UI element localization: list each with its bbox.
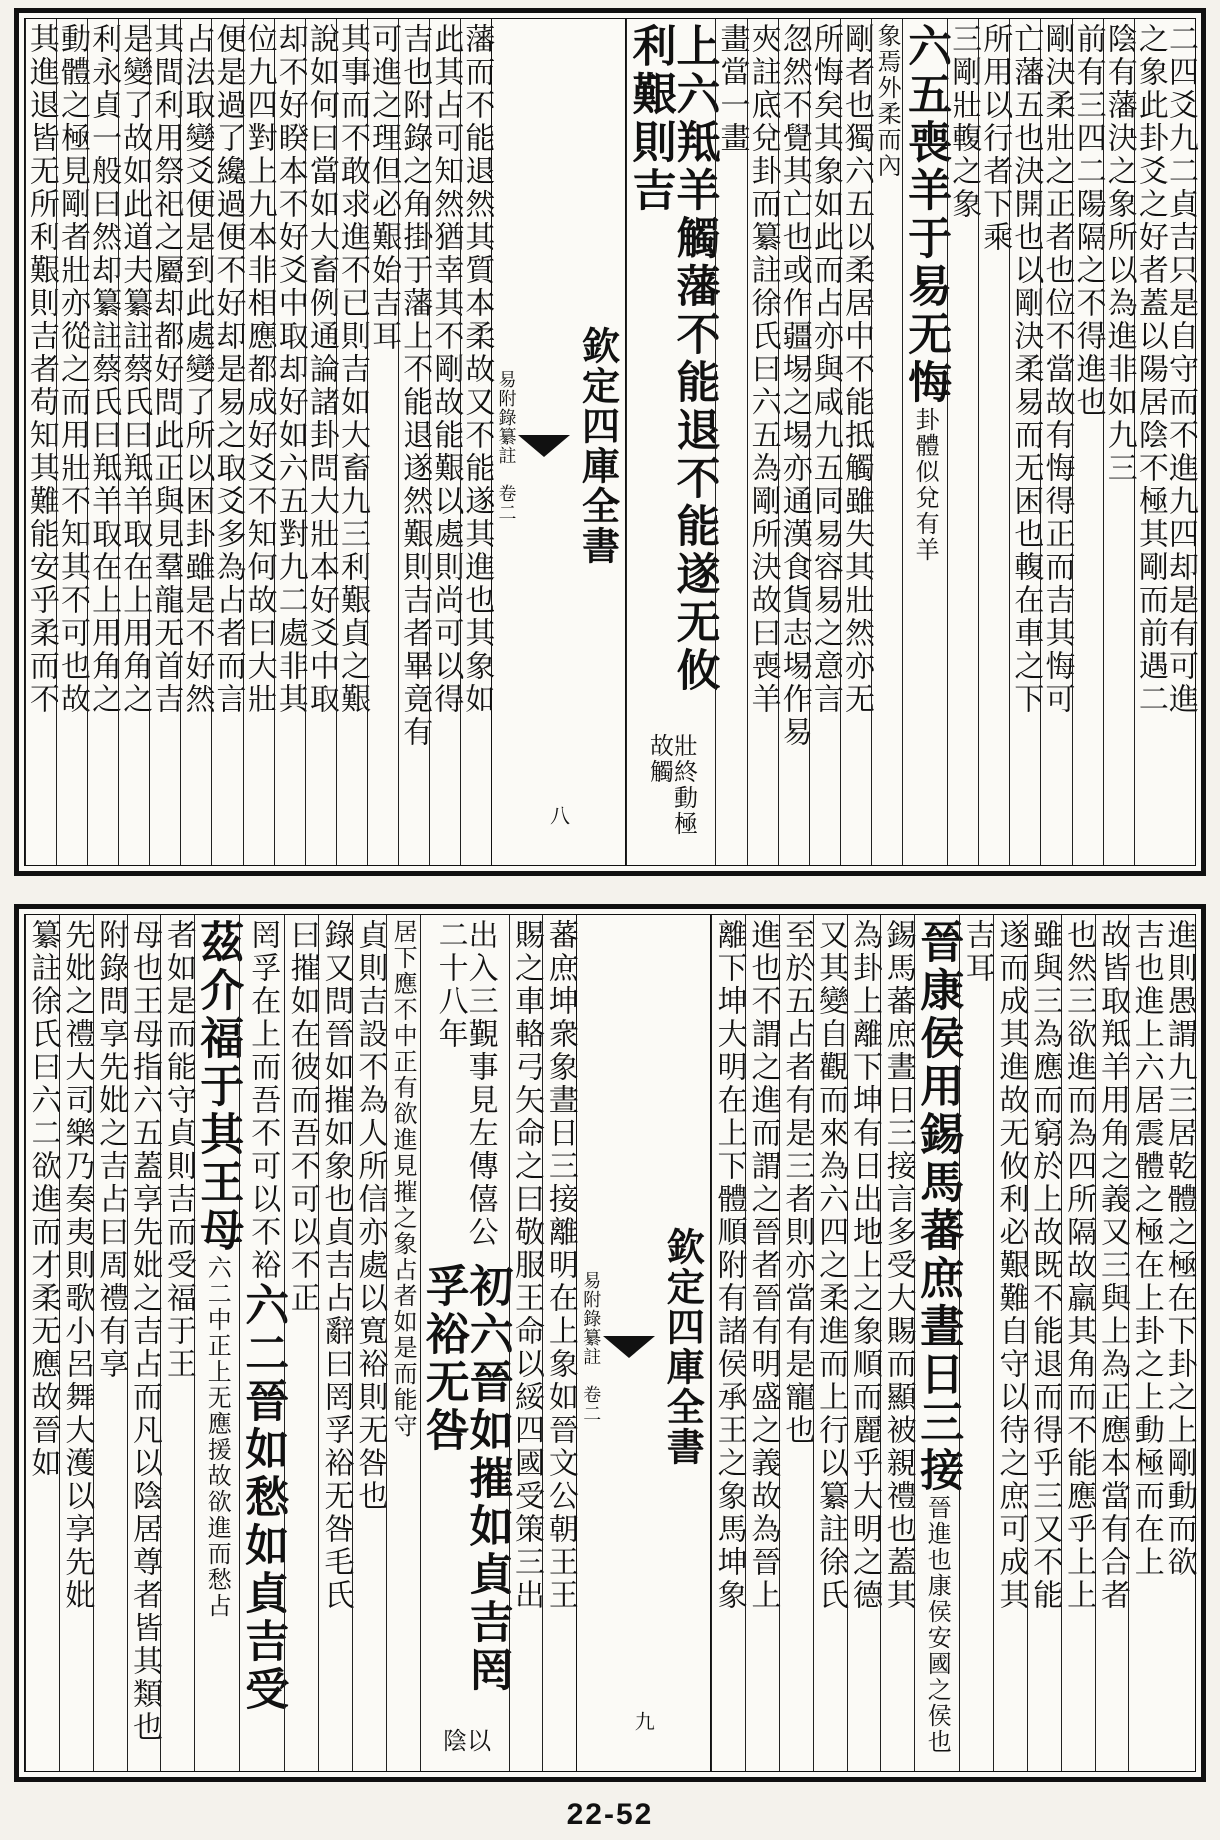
text-column [745,915,779,1771]
text-column [946,19,982,865]
column-text: 却不好睽本不好爻中取却好如六五對九二處非其 [272,23,308,716]
column-text: 雖與三為應而窮於上故既不能退而得乎三又不能 [1027,919,1063,1612]
text-column [397,19,433,865]
text-column [179,19,215,865]
main-text-column [900,19,952,865]
text-column [127,915,161,1771]
text-column [1101,19,1137,865]
column-text: 陰有藩決之象所以為進非如九三 [1101,23,1137,485]
text-column [93,915,127,1771]
column-text: 出入三覲事見左傳僖公二十八年 [432,919,498,1249]
text-column [776,19,812,865]
classic-text: 六五喪羊于易无悔 [900,23,952,407]
text-column [59,915,93,1771]
column-text: 者如是而能守貞則吉而受福于王 [160,919,196,1381]
column-text: 是變了故如此道夫纂註蔡氏曰羝羊取在上用角之 [117,23,153,716]
text-column [148,19,184,865]
bottom-page [14,904,1206,1782]
text-column [55,19,90,865]
text-column [1162,19,1198,865]
text-column [838,19,874,865]
chapter-label: 易附錄纂註 卷二 [495,370,517,522]
column-text: 所悔矣其象如此而占亦與咸九五同易容易之意言 [807,23,843,716]
main-text-column [417,915,513,1771]
text-column [23,19,59,865]
text-column [977,19,1013,865]
fishtail-mark-icon [518,435,570,457]
top-page-body [24,18,1196,866]
text-column [813,915,847,1771]
leaf-number: 九 [631,1711,656,1731]
text-column [160,915,194,1771]
book-title: 欽定四庫全書 [575,326,621,566]
text-column [1061,915,1095,1771]
chapter-label: 易附錄纂註 卷二 [580,1271,602,1423]
text-column [272,19,308,865]
text-column [386,915,420,1771]
column-text: 故皆取羝羊用角之義又三與上為正應本當有合者 [1094,919,1130,1612]
column-text: 纂註徐氏曰六二欲進而才柔无應故晉如 [25,919,61,1480]
commentary-note: 壯終動極故觸 [645,732,698,837]
column-text: 其事而不敢求進不已則吉如大畜九三利艱貞之艱 [334,23,370,716]
commentary-note: 居下應不中正有欲進見摧之象占者如是而能守 [389,919,418,1439]
column-text: 三剛壯輹之象 [946,23,982,221]
center-fold [576,915,711,1771]
column-text: 附錄問享先妣之吉占曰周禮有享 [93,919,129,1381]
text-column [303,19,339,865]
column-text: 罔孚在上而吾不可以不裕 [245,919,281,1282]
column-text: 吉也附錄之角掛于藩上不能退遂然艱則吉者畢竟有 [397,23,433,749]
column-text: 為卦上離下坤有日出地上之象順而麗乎大明之德 [846,919,882,1612]
text-column [1070,19,1106,865]
column-text: 至於五占者有是三者則亦當有是寵也 [779,919,815,1447]
text-column [86,19,122,865]
column-text: 吉耳 [959,919,995,985]
bottom-page-body [24,914,1196,1772]
text-column [993,915,1027,1771]
text-column [509,915,543,1771]
center-fold [491,19,626,865]
text-column [1008,19,1044,865]
commentary-note: 晉進也康侯安國之侯也 [923,1495,952,1755]
column-text: 曰摧如在彼而吾不可以不正 [284,919,320,1315]
classic-text: 上六羝羊觸藩不能退不能遂无攸利艱則吉 [624,23,720,695]
column-text: 便是過了纔過便不好却是易之取爻多為占者而言 [210,23,246,716]
leaf-number: 八 [546,805,571,825]
text-column [959,915,993,1771]
text-column [542,915,576,1771]
text-column [334,19,370,865]
text-column [1095,915,1129,1771]
text-column [779,915,813,1771]
column-text: 夾註底兌卦而纂註徐氏曰六五為剛所決故曰喪羊 [745,23,781,716]
column-text: 之象此卦爻之好者蓋以陽居陰不極其剛而前遇二 [1132,23,1168,716]
text-column [210,19,246,865]
column-text: 進也不謂之進而謂之晉者晉有明盛之義故為晉上 [745,919,781,1612]
column-text: 利永貞一般曰然却纂註蔡氏曰羝羊取在上用角之 [86,23,122,716]
text-column [871,19,902,865]
text-column [1027,915,1061,1771]
column-text: 說如何曰當如大畜例通論諸卦問大壯本好爻中取 [303,23,339,716]
classic-text: 六二晉如愁如貞吉受 [237,1282,289,1714]
column-text: 所用以行者下乘 [977,23,1013,254]
column-text: 動體之極見剛者壯亦從之而用壯不知其不可也故 [55,23,90,716]
commentary-note: 象焉外柔而內 [873,23,902,179]
text-column [366,19,402,865]
text-column [711,915,745,1771]
column-text: 剛決柔壯之正者也位不當故有悔得正而吉其悔可 [1039,23,1075,716]
commentary-note: 以陰 [438,1728,491,1755]
column-text: 可進之理但必艱始吉耳 [366,23,402,353]
classic-text: 晉康侯用錫馬蕃庶晝日三接 [912,919,964,1495]
column-text: 剛者也獨六五以柔居中不能抵觸雖失其壯然亦无 [838,23,874,716]
book-title: 欽定四庫全書 [660,1227,706,1467]
text-column [1132,19,1168,865]
column-text: 蕃庶坤衆象晝日三接離明在上象如晉文公朝王王 [542,919,578,1612]
column-text: 賜之車輅弓矢命之曰敬服王命以綏四國受策三出 [509,919,544,1612]
top-page [14,8,1206,876]
main-text-column [624,19,720,865]
column-text: 吉也進上六居震體之極在上卦之上動極而在上 [1128,919,1164,1579]
column-text: 占法取變爻便是到此處變了所以困卦雖是不好然 [179,23,215,716]
column-text: 其進退皆无所利艱則吉者苟知其難能安乎柔而不 [23,23,59,716]
column-text: 忽然不覺其亡也或作疆埸之埸亦通漢食貨志埸作易 [776,23,812,749]
text-column [714,19,750,865]
column-text: 錄又問晉如摧如象也貞吉占辭曰罔孚裕无咎毛氏 [318,919,354,1612]
column-text: 亡藩五也決開也以剛決柔易而无困也輹在車之下 [1008,23,1044,716]
text-column [807,19,843,865]
text-column [241,19,277,865]
column-text: 先妣之禮大司樂乃奏夷則歌小呂舞大濩以享先妣 [59,919,95,1612]
column-text: 畫當一畫 [714,23,750,155]
main-text-column [192,915,244,1771]
column-text: 錫馬蕃庶晝日三接言多受大賜而顯被親禮也蓋其 [880,919,916,1612]
text-column [318,915,352,1771]
column-text: 其間利用祭祀之屬却都好問此正與見羣龍无首吉 [148,23,184,716]
text-column [847,915,881,1771]
classic-text: 茲介福于其王母 [192,919,244,1255]
text-column [352,915,386,1771]
text-column [1039,19,1075,865]
column-text: 離下坤大明在上下體順附有諸侯承王之象馬坤象 [711,919,747,1612]
column-text: 母也王母指六五蓋享先妣之吉占而凡以陰居尊者皆其類也 [127,919,163,1744]
commentary-note: 卦體似兌有羊 [911,407,940,563]
text-column [1162,915,1195,1771]
text-column [459,19,495,865]
text-column [1128,915,1162,1771]
text-column [428,19,464,865]
main-text-column [237,915,289,1771]
column-text: 藩而不能退然其質本柔故又不能遂其進也其象如 [459,23,495,716]
fishtail-mark-icon [603,1336,655,1358]
main-text-column [912,915,964,1771]
text-column [745,19,781,865]
column-text: 二四爻九二貞吉只是自守而不進九四却是有可進 [1162,23,1198,716]
column-text: 遂而成其進故无攸利必艱難自守以待之庶可成其 [993,919,1029,1612]
page-footer-number: 22-52 [566,1798,654,1831]
column-text: 進則愚謂九三居乾體之極在下卦之上剛動而欲 [1161,919,1197,1579]
column-text: 位九四對上九本非相應都成好爻不知何故曰大壯 [241,23,277,716]
column-text: 此其占可知然猶幸其不剛故能艱以處則尚可以得 [428,23,464,716]
text-column [25,915,59,1771]
commentary-note: 六二中正上无應援故欲進而愁占 [203,1255,232,1619]
column-text: 前有三四二陽隔之不得進也 [1070,23,1106,419]
classic-text: 初六晉如摧如貞吉罔孚裕无咎 [417,1263,513,1696]
text-column [117,19,153,865]
text-column [284,915,318,1771]
column-text: 也然三欲進而為四所隔故羸其角而不能應乎上上 [1061,919,1097,1612]
text-column [880,915,914,1771]
column-text: 又其變自觀而來為六四之柔進而上行以纂註徐氏 [813,919,849,1612]
column-text: 貞則吉設不為人所信亦處以寬裕則无咎也 [352,919,388,1513]
